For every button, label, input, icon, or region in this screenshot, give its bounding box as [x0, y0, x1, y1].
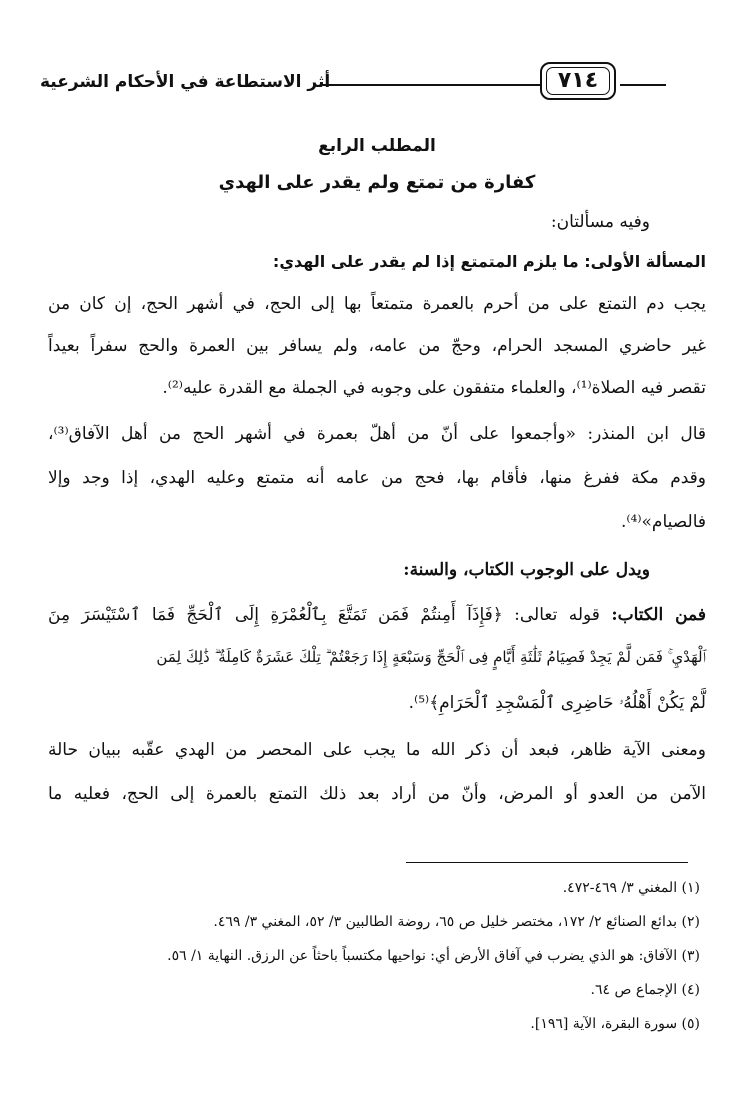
footnote: (١) المغني ٣/ ٤٦٩-٤٧٢. [562, 880, 700, 896]
section-title: كفارة من تمتع ولم يقدر على الهدي [218, 172, 536, 193]
paragraph-line: فالصيام»⁽⁴⁾. [620, 512, 706, 532]
footnote: (٣) الآفاق: هو الذي يضرب في آفاق الأرض أي: نواحيها مكتسباً باحثاً عن الرزق. النهاية ١/ ٥٦. [167, 948, 700, 964]
paragraph-line: يجب دم التمتع على من أحرم بالعمرة متمتعاً بها إلى الحج، في أشهر الحج، إن كان من [48, 294, 706, 314]
quran-line-1 [48, 604, 706, 625]
footnote: (٤) الإجماع ص ٦٤. [590, 982, 700, 998]
paragraph-line: الآمن من العدو أو المرض، وأنّ من أراد بعد ذلك التمتع بالعمرة إلى الحج، فعليه ما [48, 784, 706, 804]
quran-verse-text: ﴿فَإِذَآ أَمِنتُمْ فَمَن تَمَتَّعَ بِٱلْعُمْرَةِ إِلَى ٱلْحَجِّ فَمَا ٱسْتَيْسَرَ مِنَ [48, 605, 503, 625]
header-rule-short [620, 84, 666, 86]
paragraph-line: غير حاضري المسجد الحرام، وحجّ من عامه، ولم يسافر بين العمرة والحج سفراً بعيداً [48, 336, 706, 356]
section-label: المطلب الرابع [318, 136, 436, 156]
verse-intro: قوله تعالى: [514, 605, 600, 625]
footnote: (٥) سورة البقرة، الآية [١٩٦]. [530, 1016, 700, 1032]
intro-line: وفيه مسألتان: [550, 212, 650, 232]
running-title: أثر الاستطاعة في الأحكام الشرعية [40, 72, 331, 92]
issue-heading: المسألة الأولى: ما يلزم المتمتع إذا لم يقدر على الهدي: [272, 252, 706, 271]
footnote: (٢) بدائع الصنائع ٢/ ١٧٢، مختصر خليل ص ٦٥، روضة الطالبين ٣/ ٥٢، المغني ٣/ ٤٦٩. [213, 914, 700, 930]
quran-line-3: لَّمْ يَكُنْ أَهْلُهُۥ حَاضِرِى ٱلْمَسْجِدِ ٱلْحَرَامِ﴾⁽⁵⁾. [408, 693, 706, 713]
evidence-intro: ويدل على الوجوب الكتاب، والسنة: [403, 560, 650, 580]
header-rule [322, 84, 540, 86]
paragraph-line: تقصر فيه الصلاة⁽¹⁾، والعلماء متفقون على وجوبه في الجملة مع القدرة عليه⁽²⁾. [162, 378, 706, 398]
running-header [40, 60, 726, 106]
page-number: ٧١٤ [540, 62, 616, 100]
paragraph-line: وقدم مكة ففرغ منها، فأقام بها، فحج من عامه أنه متمتع وعليه الهدي، إذا وجد وإلا [48, 468, 706, 488]
paragraph-line: ومعنى الآية ظاهر، فبعد أن ذكر الله ما يجب على المحصر من الهدي عقّبه ببيان حالة [48, 740, 707, 760]
paragraph-line: قال ابن المنذر: «وأجمعوا على أنّ من أهلّ بعمرة في أشهر الحج من أهل الآفاق⁽³⁾، [48, 424, 706, 444]
evidence-lead: فمن الكتاب: [611, 605, 707, 625]
quran-line-2: ٱلْهَدْيِ ۚ فَمَن لَّمْ يَجِدْ فَصِيَامُ ثَلَٰثَةِ أَيَّامٍ فِى ٱلْحَجِّ وَسَبْعَةٍ إِذَا رَجَعْتُمْ ۗ تِلْكَ عَشَرَةٌ كَامِلَةٌ ۗ ذَٰلِكَ لِمَن [156, 648, 706, 666]
footnote-divider [406, 862, 688, 863]
